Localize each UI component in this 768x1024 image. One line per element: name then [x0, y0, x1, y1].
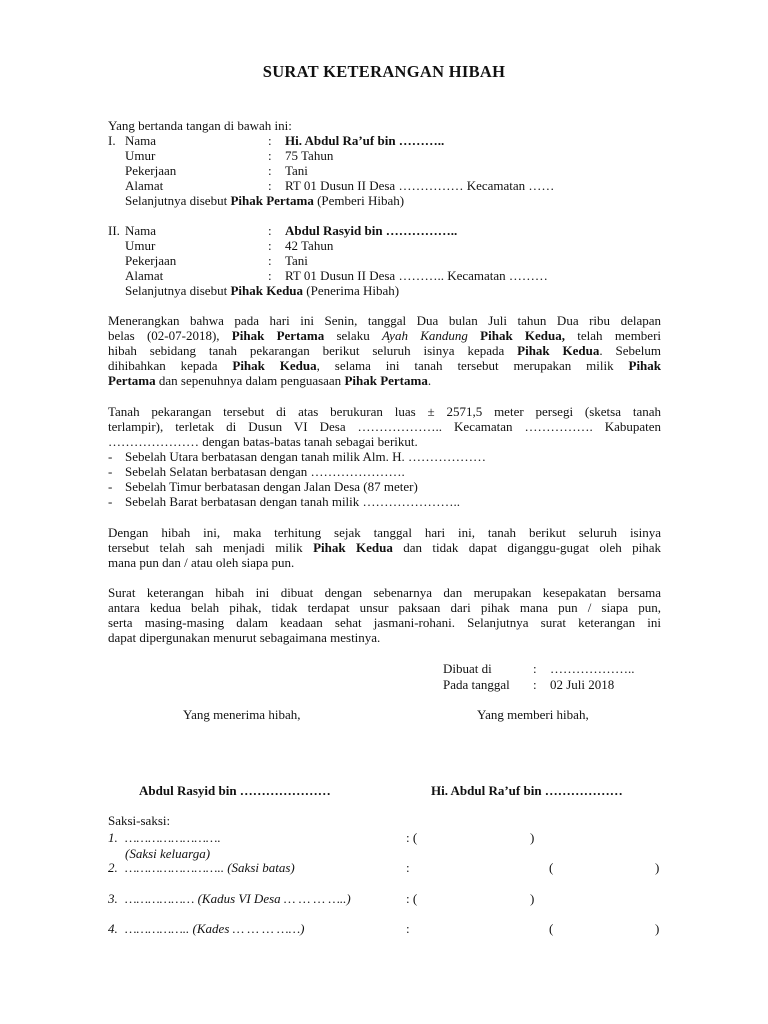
- list-item: - Sebelah Utara berbatasan dengan tanah milik Alm. H. ………………: [108, 449, 487, 464]
- paragraph-line: Pertama dan sepenuhnya dalam penguasaan Pihak Pertama.: [108, 373, 432, 388]
- witness-colon: :: [406, 921, 410, 936]
- witness-header: Saksi-saksi:: [108, 813, 171, 828]
- witness-number: 3.: [108, 891, 118, 906]
- field-value: Hi. Abdul Ra’uf bin ………..: [285, 133, 445, 148]
- witness-open: (: [549, 860, 554, 875]
- receiver-name: Abdul Rasyid bin …………………: [139, 783, 331, 798]
- field-label: Umur: [125, 238, 156, 253]
- witness-close: ): [655, 921, 660, 936]
- party-second-address-row: [108, 268, 668, 283]
- witness-close: ): [530, 891, 535, 906]
- field-value: Tani: [285, 163, 308, 178]
- field-value: 42 Tahun: [285, 238, 334, 253]
- field-label: Umur: [125, 148, 156, 163]
- field-label: Nama: [125, 133, 157, 148]
- paragraph-line: dapat dipergunakan menurut sebagaimana mestinya.: [108, 630, 381, 645]
- field-colon: :: [268, 223, 272, 238]
- field-value: RT 01 Dusun II Desa …………… Kecamatan ……: [285, 178, 555, 193]
- made-at-value: ………………..: [550, 661, 635, 676]
- field-label: Nama: [125, 223, 157, 238]
- party-second-age-row: [108, 238, 668, 253]
- witness-name: ……………… (Kadus VI Desa … … … …..): [125, 891, 351, 906]
- paragraph-line: terlampir), terletak di Dusun VI Desa ……………….. Kecamatan ……………. Kabupaten: [108, 419, 661, 434]
- field-colon: :: [268, 238, 272, 253]
- party-first-name-row: [108, 133, 668, 148]
- made-at-colon: :: [533, 661, 537, 676]
- paragraph-line: belas (02-07-2018), Pihak Pertama selaku Ayah Kandung Pihak Kedua, telah memberi: [108, 328, 662, 343]
- party-first-age-row: [108, 148, 668, 163]
- witness-colon: :: [406, 860, 410, 875]
- paragraph-statement: [108, 313, 661, 388]
- paragraph-line: Dengan hibah ini, maka terhitung sejak tanggal hari ini, tanah berikut seluruh isinya: [108, 525, 661, 540]
- field-colon: :: [268, 253, 272, 268]
- field-value: Abdul Rasyid bin ……………..: [285, 223, 458, 238]
- field-label: Alamat: [125, 268, 164, 283]
- list-item: - Sebelah Selatan berbatasan dengan ………………….: [108, 464, 405, 479]
- list-item: - Sebelah Barat berbatasan dengan tanah milik …………………..: [108, 494, 461, 509]
- paragraph-line: Tanah pekarangan tersebut di atas berukuran luas ± 2571,5 meter persegi (sketsa tanah: [108, 404, 661, 419]
- paragraph-line: serta masing-masing dalam keadaan sehat jasmani-rohani. Selanjutnya surat keterangan ini: [108, 615, 661, 630]
- witness-row: [108, 921, 668, 936]
- witness-row: [108, 830, 668, 845]
- paragraph-land: [108, 404, 661, 449]
- witness-colon: : (: [406, 830, 418, 845]
- witness-open: (: [549, 921, 554, 936]
- paragraph-line: antara kedua belah pihak, tidak terdapat unsur paksaan dari pihak mana pun / siapa pun,: [108, 600, 661, 615]
- giver-name: Hi. Abdul Ra’uf bin ………………: [431, 783, 623, 798]
- intro-text: Yang bertanda tangan di bawah ini:: [108, 118, 292, 133]
- party-second-note: Selanjutnya disebut Pihak Kedua (Penerima Hibah): [125, 283, 400, 298]
- field-colon: :: [268, 178, 272, 193]
- field-label: Pekerjaan: [125, 253, 177, 268]
- witness-close: ): [530, 830, 535, 845]
- witness-name: …………………….. (Saksi batas): [125, 860, 295, 875]
- party-first-address-row: [108, 178, 668, 193]
- witness-number: 2.: [108, 860, 118, 875]
- paragraph-line: tersebut telah sah menjadi milik Pihak Kedua dan tidak dapat diganggu-gugat oleh pihak: [108, 540, 661, 555]
- paragraph-line: Menerangkan bahwa pada hari ini Senin, tanggal Dua bulan Juli tahun Dua ribu delapan: [108, 313, 661, 328]
- paragraph-line: mana pun dan / atau oleh siapa pun.: [108, 555, 295, 570]
- witness-name: …………….. (Kades … … … ……): [125, 921, 305, 936]
- field-colon: :: [268, 163, 272, 178]
- witness-colon: : (: [406, 891, 418, 906]
- witness-number: 1.: [108, 830, 118, 845]
- party-first-note: Selanjutnya disebut Pihak Pertama (Pemberi Hibah): [125, 193, 405, 208]
- party-number: I.: [108, 133, 116, 148]
- made-at-label: Dibuat di: [443, 661, 492, 676]
- field-colon: :: [268, 148, 272, 163]
- paragraph-closing: [108, 585, 661, 645]
- date-value: 02 Juli 2018: [550, 677, 615, 692]
- receiver-label: Yang menerima hibah,: [183, 707, 301, 722]
- witness-role: (Saksi keluarga): [125, 846, 211, 861]
- witness-row: [108, 891, 668, 906]
- field-label: Alamat: [125, 178, 164, 193]
- paragraph-ownership: [108, 525, 661, 570]
- paragraph-line: ………………… dengan batas-batas tanah sebagai berikut.: [108, 434, 418, 449]
- witness-close: ): [655, 860, 660, 875]
- field-value: RT 01 Dusun II Desa ……….. Kecamatan ………: [285, 268, 548, 283]
- party-second-job-row: [108, 253, 668, 268]
- list-item: - Sebelah Timur berbatasan dengan Jalan Desa (87 meter): [108, 479, 418, 494]
- field-colon: :: [268, 133, 272, 148]
- paragraph-line: dihibahkan kepada Pihak Kedua, selama ini tanah tersebut merupakan milik Pihak: [108, 358, 662, 373]
- giver-label: Yang memberi hibah,: [477, 707, 589, 722]
- field-value: 75 Tahun: [285, 148, 334, 163]
- field-value: Tani: [285, 253, 308, 268]
- date-label: Pada tanggal: [443, 677, 510, 692]
- witness-name: …………………….: [125, 830, 221, 845]
- date-colon: :: [533, 677, 537, 692]
- paragraph-line: hibah sebidang tanah pekarangan berikut seluruh isinya kepada Pihak Kedua. Sebelum: [108, 343, 661, 358]
- field-colon: :: [268, 268, 272, 283]
- paragraph-line: Surat keterangan hibah ini dibuat dengan sebenarnya dan merupakan kesepakatan bersama: [108, 585, 661, 600]
- party-first-job-row: [108, 163, 668, 178]
- party-second-name-row: [108, 223, 668, 238]
- party-number: II.: [108, 223, 120, 238]
- field-label: Pekerjaan: [125, 163, 177, 178]
- document-title: SURAT KETERANGAN HIBAH: [262, 62, 506, 81]
- witness-number: 4.: [108, 921, 118, 936]
- witness-row: [108, 860, 668, 875]
